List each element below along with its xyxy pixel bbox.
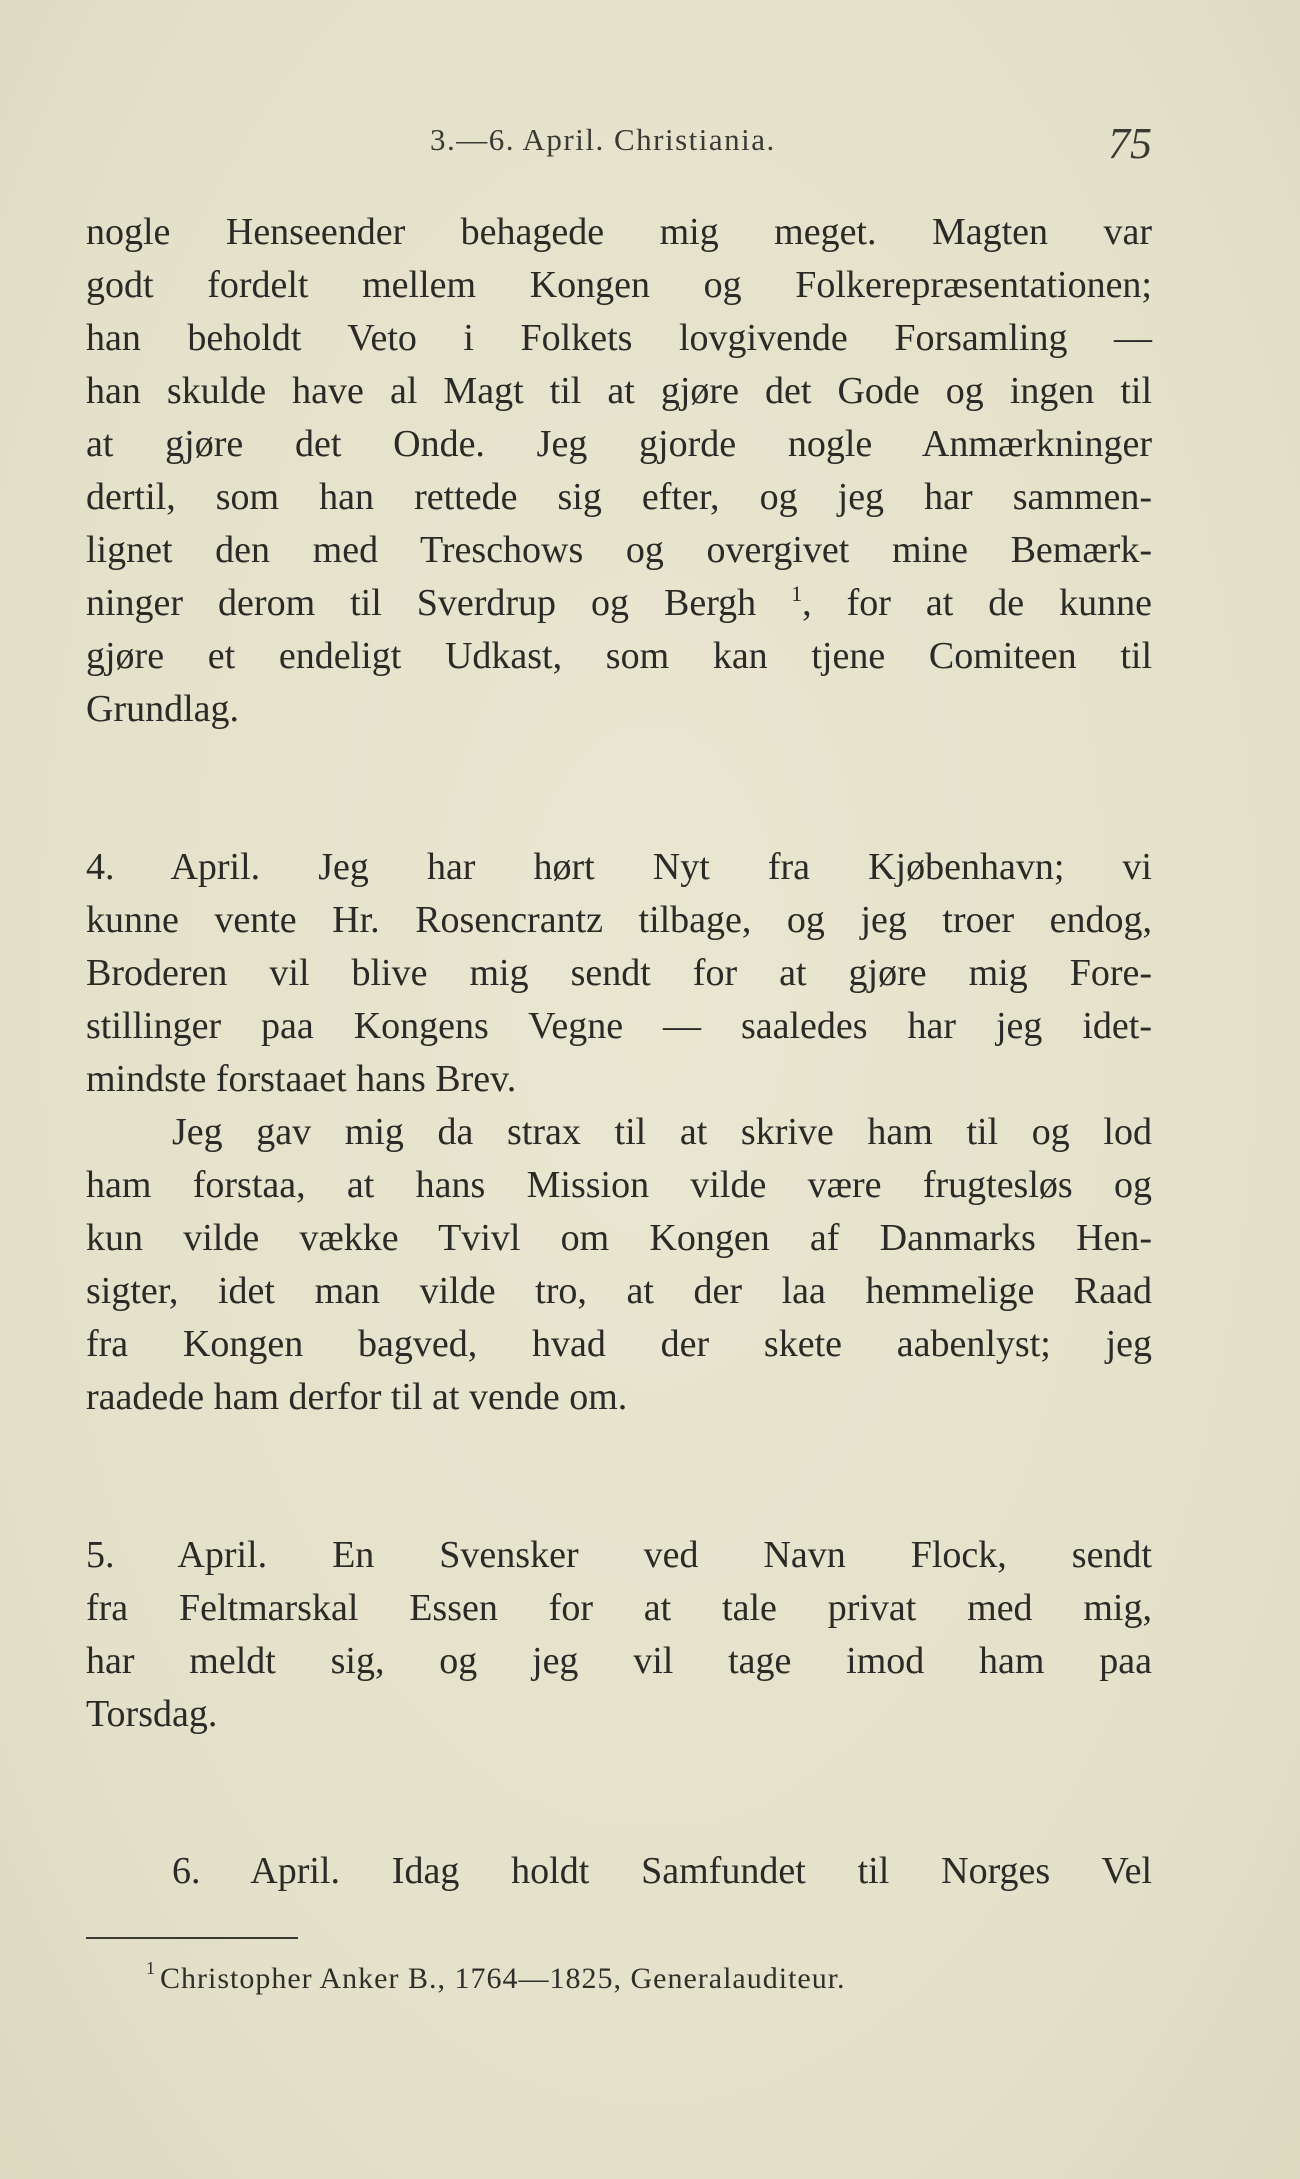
text-line: fra Kongen bagved, hvad der skete aabenlyst; jeg	[86, 1323, 1152, 1365]
text-line-with-footnote-ref	[86, 577, 1152, 630]
text-line: kunne vente Hr. Rosencrantz tilbage, og jeg troer endog,	[86, 899, 1152, 941]
text-line: kun vilde vække Tvivl om Kongen af Danmarks Hen-	[86, 1217, 1152, 1259]
footnote	[146, 1958, 846, 1996]
text-line: han skulde have al Magt til at gjøre det Gode og ingen til	[86, 370, 1152, 412]
footnote-mark: 1	[146, 1958, 156, 1978]
text-line: Torsdag.	[86, 1693, 218, 1735]
text-line: fra Feltmarskal Essen for at tale privat med mig,	[86, 1587, 1152, 1629]
text-line: raadede ham derfor til at vende om.	[86, 1376, 628, 1418]
text-line: har meldt sig, og jeg vil tage imod ham paa	[86, 1640, 1152, 1682]
dated-entry-line: 6. April. Idag holdt Samfundet til Norges Vel	[172, 1850, 1152, 1892]
text-line: at gjøre det Onde. Jeg gjorde nogle Anmærkninger	[86, 423, 1152, 465]
text-line: gjøre et endeligt Udkast, som kan tjene Comiteen til	[86, 635, 1152, 677]
text-line: lignet den med Treschows og overgivet mine Bemærk-	[86, 529, 1152, 571]
text-line: nogle Henseender behagede mig meget. Magten var	[86, 211, 1152, 253]
text-segment: ninger derom til Sverdrup og Bergh	[86, 582, 757, 624]
running-head-title: 3.—6. April. Christiania.	[430, 122, 776, 157]
text-line: sigter, idet man vilde tro, at der laa hemmelige Raad	[86, 1270, 1152, 1312]
text-line: ham forstaa, at hans Mission vilde være frugtesløs og	[86, 1164, 1152, 1206]
text-line: stillinger paa Kongens Vegne — saaledes har jeg idet-	[86, 1005, 1152, 1047]
text-line: mindste forstaaet hans Brev.	[86, 1058, 517, 1100]
footnote-text: Christopher Anker B., 1764—1825, Generalauditeur.	[160, 1962, 846, 1995]
text-segment: , for at de kunne	[802, 582, 1153, 624]
text-line: Grundlag.	[86, 688, 240, 730]
footnote-reference: 1	[791, 581, 803, 606]
dated-entry-line: 4. April. Jeg har hørt Nyt fra Kjøbenhavn; vi	[86, 846, 1152, 888]
page-number: 75	[1108, 119, 1152, 168]
text-line: dertil, som han rettede sig efter, og jeg har sammen-	[86, 476, 1152, 518]
text-line: Broderen vil blive mig sendt for at gjøre mig Fore-	[86, 952, 1152, 994]
text-line: han beholdt Veto i Folkets lovgivende Forsamling —	[86, 317, 1152, 359]
running-head	[0, 119, 1300, 172]
text-line: godt fordelt mellem Kongen og Folkerepræsentationen;	[86, 264, 1152, 306]
dated-entry-line: 5. April. En Svensker ved Navn Flock, sendt	[86, 1534, 1152, 1576]
footnote-rule	[86, 1937, 298, 1939]
text-line: Jeg gav mig da strax til at skrive ham til og lod	[172, 1111, 1152, 1153]
